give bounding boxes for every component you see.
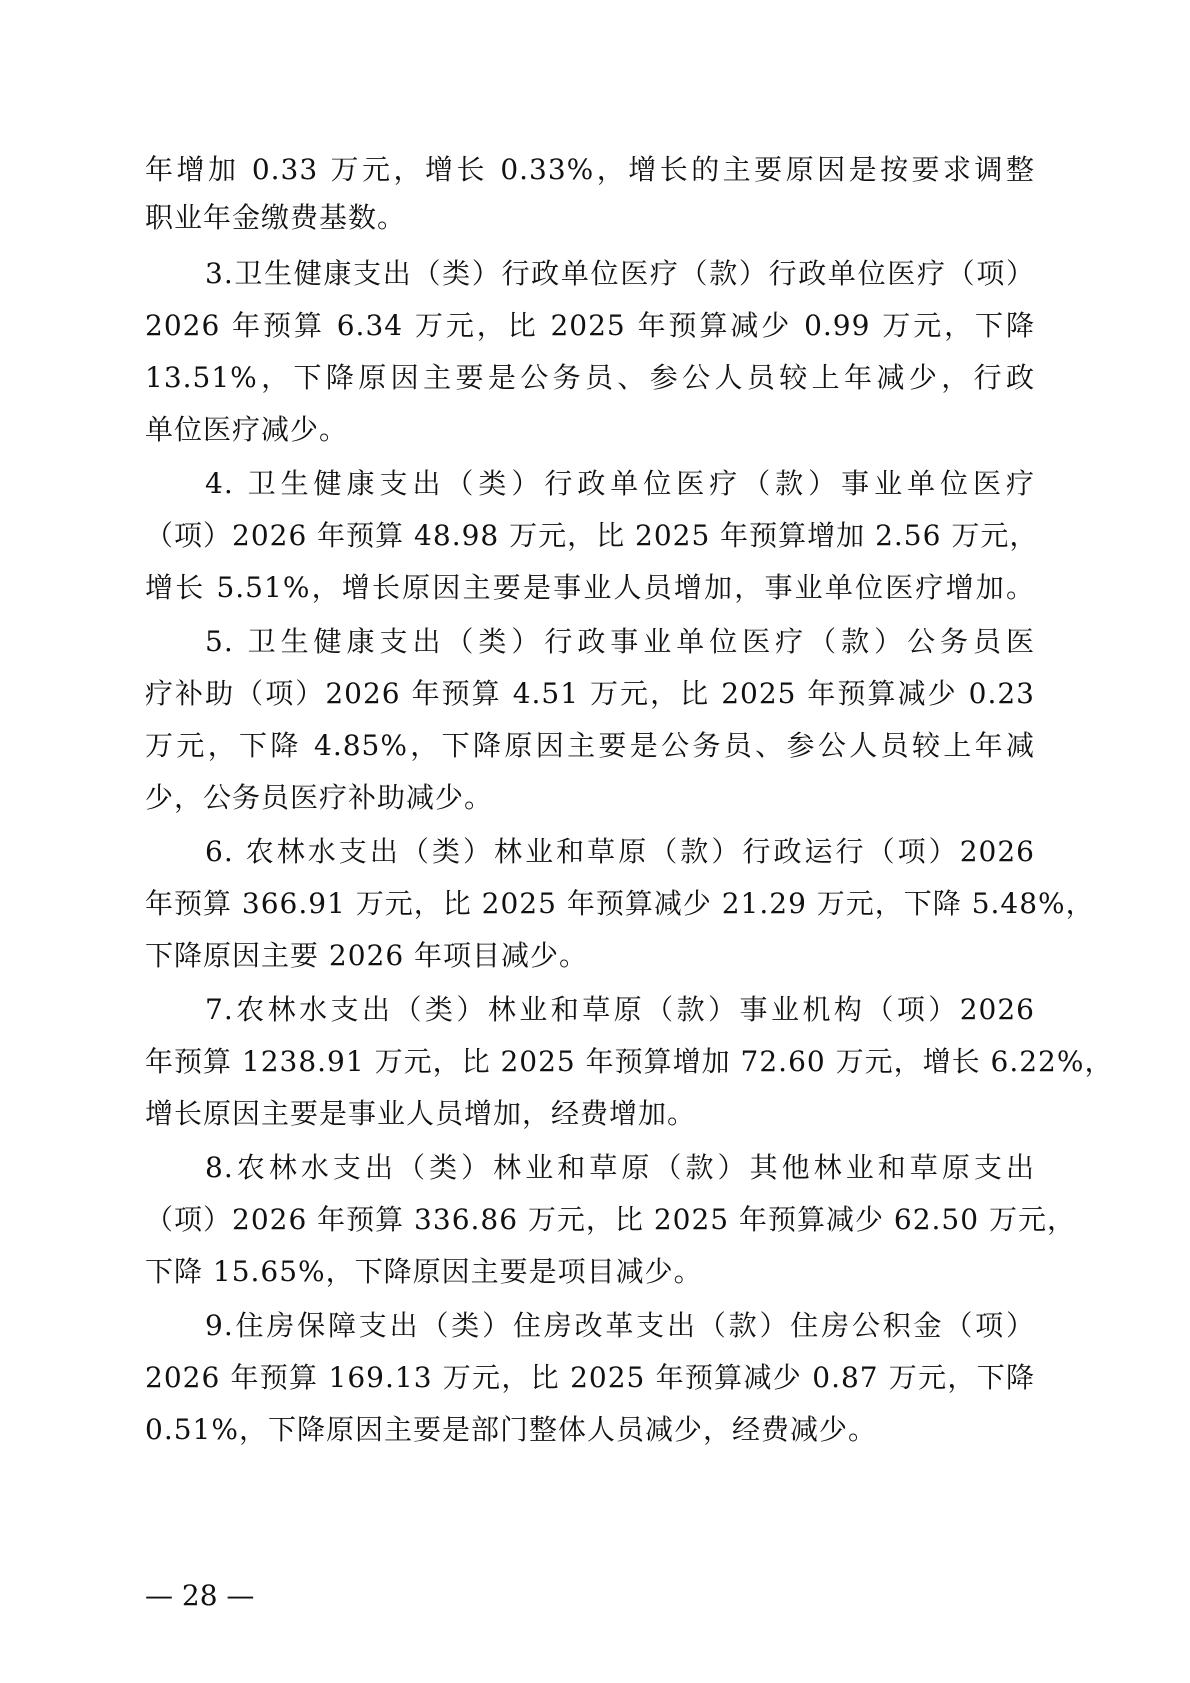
text-line: 增长原因主要是事业人员增加，经费增加。 (145, 1097, 697, 1130)
text-line: 2026 年预算 169.13 万元，比 2025 年预算减少 0.87 万元，下降 (145, 1361, 1035, 1394)
text-line: 9.住房保障支出（类）住房改革支出（款）住房公积金（项） (205, 1309, 1035, 1342)
text-line: （项）2026 年预算 336.86 万元，比 2025 年预算减少 62.50 万元， (145, 1203, 1076, 1236)
text-line: 少，公务员医疗补助减少。 (145, 781, 494, 814)
text-line: 13.51%，下降原因主要是公务员、参公人员较上年减少，行政 (145, 361, 1035, 394)
text-line: 0.51%，下降原因主要是部门整体人员减少，经费减少。 (145, 1413, 877, 1446)
text-line: 5. 卫生健康支出（类）行政事业单位医疗（款）公务员医 (205, 625, 1035, 658)
text-line: 6. 农林水支出（类）林业和草原（款）行政运行（项）2026 (205, 835, 1035, 868)
text-line: 8.农林水支出（类）林业和草原（款）其他林业和草原支出 (205, 1151, 1035, 1184)
text-line: 职业年金缴费基数。 (145, 201, 407, 234)
text-line: 年增加 0.33 万元，增长 0.33%，增长的主要原因是按要求调整 (145, 153, 1035, 186)
text-line: 疗补助（项）2026 年预算 4.51 万元，比 2025 年预算减少 0.23 (145, 677, 1035, 710)
text-line: 单位医疗减少。 (145, 413, 349, 446)
page-number: — 28 — (145, 1579, 255, 1612)
text-line: 3.卫生健康支出（类）行政单位医疗（款）行政单位医疗（项） (205, 257, 1035, 290)
text-line: 年预算 1238.91 万元，比 2025 年预算增加 72.60 万元，增长 6.22%， (145, 1045, 1114, 1078)
text-line: 下降原因主要 2026 年项目减少。 (145, 939, 589, 972)
text-line: 7.农林水支出（类）林业和草原（款）事业机构（项）2026 (205, 993, 1035, 1026)
text-line: 4. 卫生健康支出（类）行政单位医疗（款）事业单位医疗 (205, 467, 1035, 500)
text-line: 增长 5.51%，增长原因主要是事业人员增加，事业单位医疗增加。 (145, 571, 1035, 604)
text-line: 年预算 366.91 万元，比 2025 年预算减少 21.29 万元，下降 5.48%， (145, 887, 1095, 920)
text-line: （项）2026 年预算 48.98 万元，比 2025 年预算增加 2.56 万元， (145, 519, 1039, 552)
text-line: 2026 年预算 6.34 万元，比 2025 年预算减少 0.99 万元，下降 (145, 309, 1035, 342)
text-line: 下降 15.65%，下降原因主要是项目减少。 (145, 1255, 703, 1288)
text-line: 万元，下降 4.85%，下降原因主要是公务员、参公人员较上年减 (145, 729, 1035, 762)
